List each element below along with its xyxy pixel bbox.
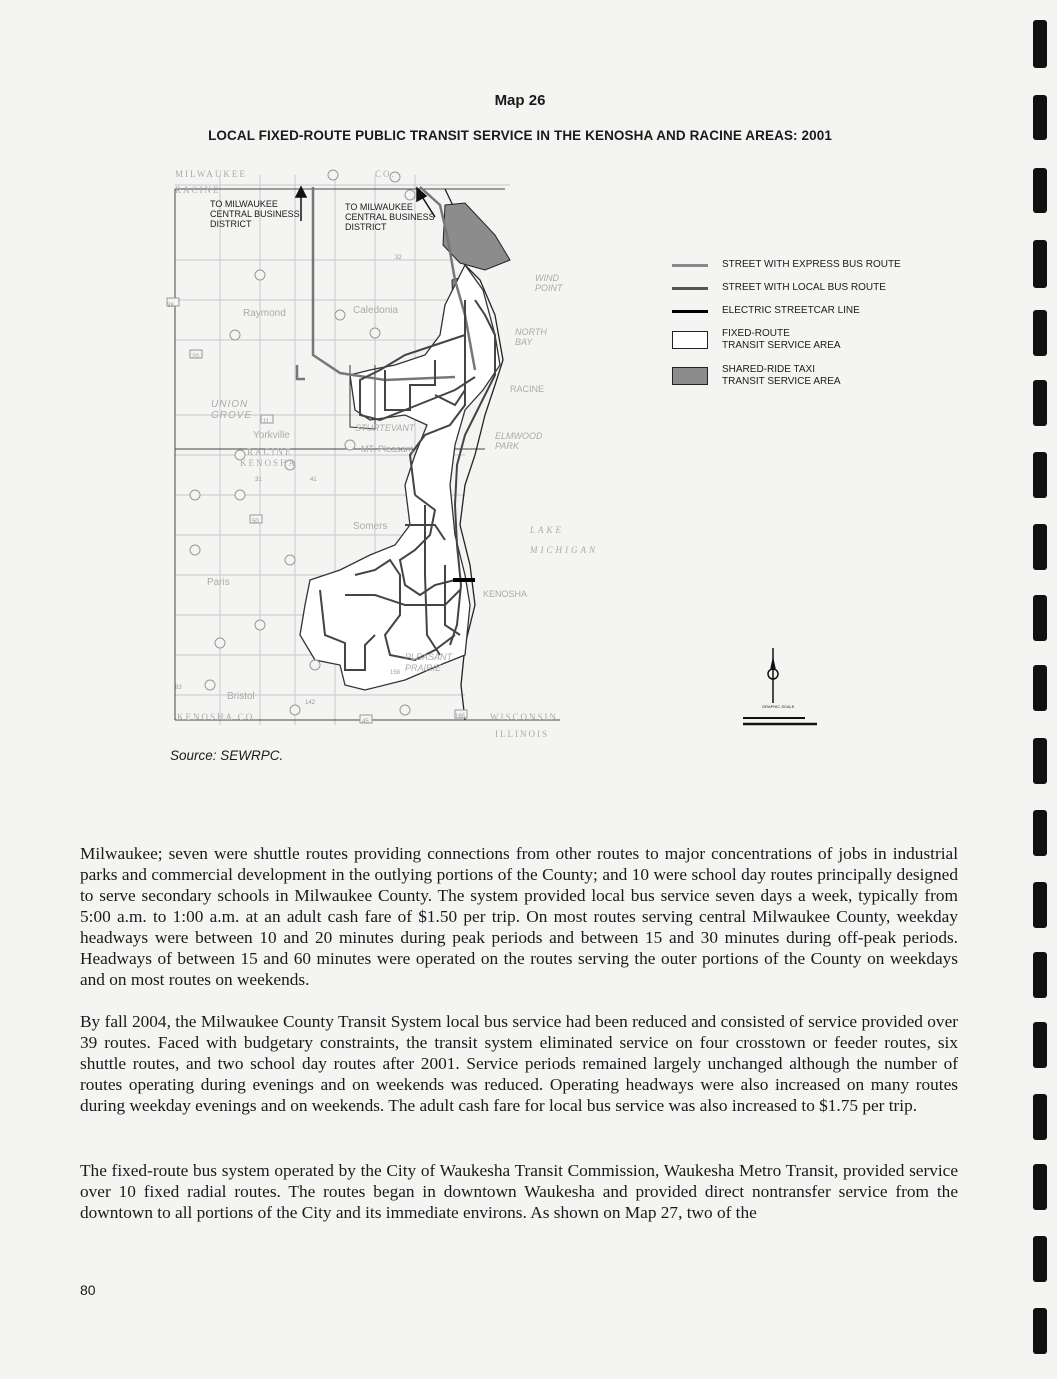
label-yorkville: Yorkville [253,430,290,441]
binding-mark [1033,168,1047,213]
binding-mark [1033,665,1047,711]
paragraph: By fall 2004, the Milwaukee County Transit System local bus service had been reduced and consisted of service provided over 39 routes. Faced with budgetary constraints, the transit system eliminated service on four crosstown or feeder routes, six shuttle routes, and two school day routes after 2001. Service periods remained largely unchanged although the number of routes operating during evenings and on weekends was reduced. Operating headways were also increased on many routes during weekday evenings and on weekends. The adult cash fare for local bus service was also increased to $1.75 per trip. [80,1012,958,1115]
map-title: LOCAL FIXED-ROUTE PUBLIC TRANSIT SERVICE IN THE KENOSHA AND RACINE AREAS: 2001 [208,128,832,143]
label-racine-co: RACINE [247,447,293,457]
binding-mark [1033,20,1047,68]
legend-label-line: FIXED-ROUTE [722,328,790,339]
label-pleasant-prairie: PLEASANT PRAIRIE [405,652,453,673]
legend-streetcar [672,305,860,317]
legend-label: STREET WITH EXPRESS BUS ROUTE [722,259,901,270]
scale-title: GRAPHIC SCALE [762,704,795,709]
callout-line: DISTRICT [210,219,252,229]
label-co: CO. [375,169,396,179]
legend-label [722,364,841,388]
label-kenosha: KENOSHA [483,589,528,599]
highway-number: 158 [390,670,401,676]
binding-mark [1033,240,1047,288]
label-union-grove: UNION GROVE [211,399,253,421]
label-lake-michigan: LAKE MICHIGAN [530,525,598,555]
highway-number: 11 [263,419,270,425]
label-north-bay: NORTH BAY [515,327,547,347]
page-number: 80 [80,1282,96,1298]
label-bristol: Bristol [227,691,255,702]
callout-left [210,199,300,229]
binding-mark [1033,810,1047,856]
label-kenosha-co: KENOSHA [240,458,298,468]
legend-label-line: TRANSIT SERVICE AREA [722,340,841,351]
binding-mark [1033,882,1047,928]
binding-mark [1033,595,1047,641]
highway-number: 83 [175,685,182,691]
callout-line: DISTRICT [345,222,387,232]
callout-line: CENTRAL BUSINESS [210,209,300,219]
legend-swatch [672,331,708,349]
legend-label-line: TRANSIT SERVICE AREA [722,376,841,387]
highway-number: 41 [310,477,317,483]
label-sturtevant: STURTEVANT [355,423,415,433]
highway-number: 45 [362,719,369,725]
binding-mark [1033,1236,1047,1282]
legend-swatch [672,264,708,267]
label-somers: Somers [353,521,388,532]
north-arrow-scale [735,648,825,733]
label-raymond: Raymond [243,308,286,319]
highway-number: 31 [255,477,262,483]
highway-number: 38 [167,303,174,309]
legend-swatch [672,310,708,313]
binding-mark [1033,310,1047,356]
highway-number: 142 [305,700,316,706]
label-wisconsin: WISCONSIN [490,712,559,722]
label-mt-pleasant: MT. Pleasant [361,444,414,454]
binding-mark [1033,952,1047,998]
legend-swatch [672,367,708,385]
legend-label-line: SHARED-RIDE TAXI [722,364,815,375]
label-kenosha-co-bottom: KENOSHA CO. [177,712,259,722]
binding-mark [1033,380,1047,426]
paragraph: Milwaukee; seven were shuttle routes providing connections from other routes to major concentrations of jobs in industrial parks and commercial development in the outlying portions of the County; and 10 were school day routes principally designed to serve secondary schools in Milwaukee County. The system provided local bus service seven days a week, typically from 5:00 a.m. to 1:00 a.m. at an adult cash fare of $1.50 per trip. On most routes serving central Milwaukee County, weekday headways were between 10 and 20 minutes during peak periods and between 15 and 30 minutes during off-peak periods. Headways of between 15 and 60 minutes were operated on the routes serving the outer portions of the County on weekdays and on most routes on weekends. [80,844,958,989]
callout-line: TO MILWAUKEE [210,199,278,209]
label-elmwood-park: ELMWOOD PARK [495,431,543,451]
label-paris: Paris [207,577,230,588]
callout-line: CENTRAL BUSINESS [345,212,435,222]
binding-mark [1033,1308,1047,1354]
legend-fixed-area [672,328,841,352]
label-racine: RACINE [510,384,545,394]
legend-express [672,259,901,271]
north-arrow-icon [735,648,825,733]
transit-map [165,165,598,745]
legend-label [722,328,841,352]
binding-mark [1033,524,1047,570]
binding-mark [1033,738,1047,784]
binding-mark [1033,1164,1047,1210]
legend-label: STREET WITH LOCAL BUS ROUTE [722,282,886,293]
legend-taxi-area [672,364,841,388]
callout-right [345,202,435,232]
label-wind-point: WIND POINT [535,273,563,293]
label-caledonia: Caledonia [353,305,399,316]
callout-line: TO MILWAUKEE [345,202,413,212]
label-illinois: ILLINOIS [495,729,549,739]
binding-mark [1033,1022,1047,1068]
binding-mark [1033,452,1047,498]
legend-local [672,282,886,294]
legend-label: ELECTRIC STREETCAR LINE [722,305,860,316]
legend-swatch [672,287,708,290]
map-svg [165,165,575,745]
binding-mark [1033,1094,1047,1140]
label-racine-co-top: RACINE [175,185,221,195]
map-number: Map 26 [494,92,546,109]
label-milwaukee-co: MILWAUKEE [175,169,247,179]
highway-number: 20 [192,354,199,360]
highway-number: 32 [395,255,402,261]
source-note: Source: SEWRPC. [170,748,284,763]
paragraph: The fixed-route bus system operated by the City of Waukesha Transit Commission, Waukesha Metro Transit, provided service over 10 fixed radial routes. The routes began in downtown Waukesha and provided direct nontransfer service from the downtown to all portions of the City and its immediate environs. As shown on Map 27, two of the [80,1161,958,1222]
highway-number: 165 [455,714,466,720]
highway-number: 50 [252,519,259,525]
